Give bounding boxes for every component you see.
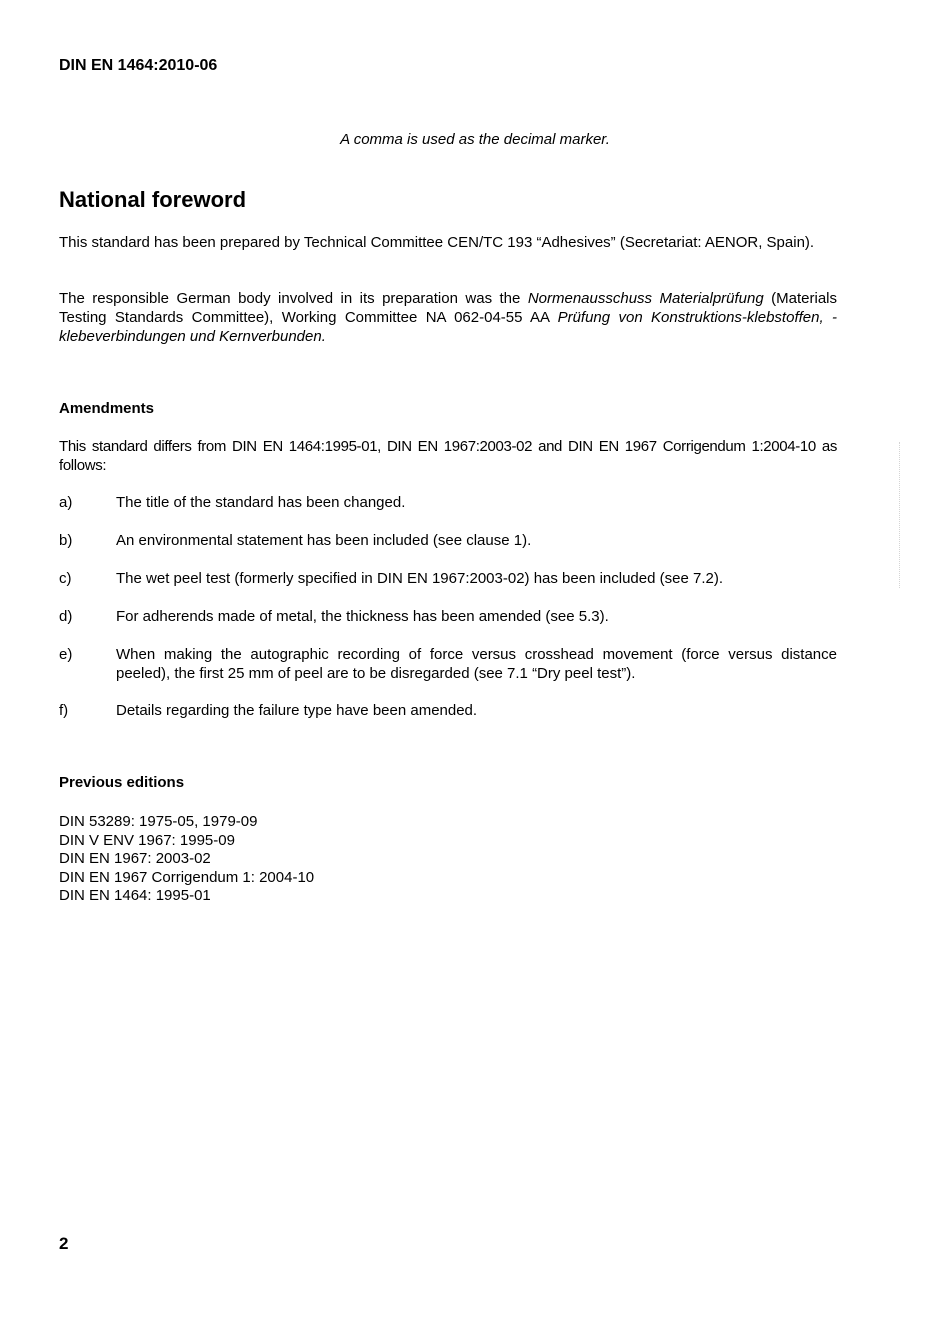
list-item: [59, 531, 837, 550]
list-item: [59, 701, 837, 720]
foreword-paragraph-german-body: [59, 289, 837, 346]
page-number: 2: [59, 1234, 69, 1253]
list-item-text: The wet peel test (formerly specified in DIN EN 1967:2003-02) has been included (see 7.2).: [116, 570, 723, 587]
previous-edition-item: DIN 53289: 1975-05, 1979-09: [59, 813, 258, 830]
list-marker: f): [59, 702, 69, 719]
list-marker: e): [59, 646, 73, 663]
list-item-text: For adherends made of metal, the thickness has been amended (see 5.3).: [116, 608, 609, 625]
previous-edition-item: DIN EN 1967: 2003-02: [59, 850, 211, 867]
decimal-marker-note: A comma is used as the decimal marker.: [340, 131, 610, 148]
amendments-heading: Amendments: [59, 400, 155, 417]
list-item-text: An environmental statement has been included (see clause 1).: [116, 532, 532, 549]
list-marker: a): [59, 494, 73, 511]
list-marker: d): [59, 608, 73, 625]
list-item-text: Details regarding the failure type have been amended.: [116, 702, 478, 719]
list-item-text: When making the autographic recording of force versus crosshead movement (force versus distance peeled), the first 25 mm of peel are to be disregarded (see 7.1 “Dry peel test”).: [116, 646, 837, 682]
list-marker: b): [59, 532, 73, 549]
amendments-list: [59, 493, 837, 739]
previous-edition-item: DIN EN 1464: 1995-01: [59, 887, 211, 904]
list-item-text: The title of the standard has been changed.: [116, 494, 406, 511]
committee-name-italic: Normenausschuss Materialprüfung: [527, 290, 764, 307]
list-item: [59, 569, 837, 588]
list-item: [59, 493, 837, 512]
page-title: National foreword: [59, 187, 247, 212]
list-item: [59, 607, 837, 626]
list-item: [59, 645, 837, 683]
amendments-intro: This standard differs from DIN EN 1464:1995-01, DIN EN 1967:2003-02 and DIN EN 1967 Corrigendum 1:2004-10 as follows:: [59, 438, 837, 474]
previous-edition-item: DIN V ENV 1967: 1995-09: [59, 831, 235, 849]
document-id: DIN EN 1464:2010-06: [59, 57, 218, 74]
previous-editions-heading: Previous editions: [59, 774, 185, 791]
previous-editions-list: [59, 813, 314, 906]
paragraph-text: The responsible German body involved in its preparation was the: [59, 290, 528, 307]
paragraph-text: (Materials Testing Standards Committee), Working Committee NA 062-04-55 AA: [59, 290, 837, 326]
foreword-paragraph-committee: This standard has been prepared by Technical Committee CEN/TC 193 “Adhesives” (Secretariat: AENOR, Spain).: [59, 234, 815, 251]
list-marker: c): [59, 570, 72, 587]
margin-watermark: [899, 442, 912, 588]
working-committee-title-italic: Prüfung von Konstruktions-klebstoffen, -klebeverbindungen und Kernverbunden.: [59, 309, 837, 345]
previous-edition-item: DIN EN 1967 Corrigendum 1: 2004-10: [59, 868, 315, 886]
